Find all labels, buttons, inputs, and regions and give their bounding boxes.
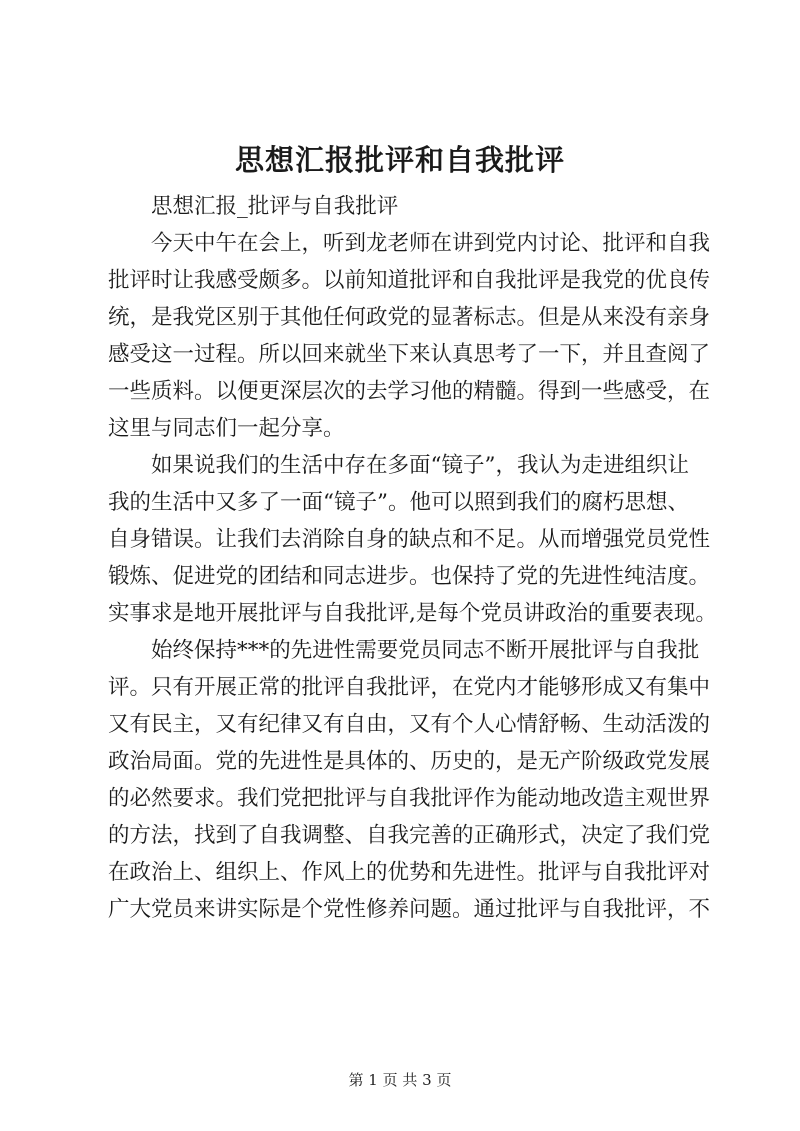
paragraph-1: [108, 225, 711, 447]
paragraph-line: 感受这一过程。所以回来就坐下来认真思考了一下，并且查阅了: [108, 342, 711, 367]
paragraph-line: 评。只有开展正常的批评自我批评，在党内才能够形成又有集中: [108, 675, 711, 700]
document-body: [108, 188, 717, 928]
paragraph-2: [108, 447, 717, 632]
paragraph-line: 统，是我党区别于其他任何政党的显著标志。但是从来没有亲身: [108, 305, 711, 330]
paragraph-line: 一些质料。以便更深层次的去学习他的精髓。得到一些感受，在: [108, 379, 711, 404]
document-title: 思想汇报批评和自我批评: [234, 143, 565, 177]
paragraph-line: 锻炼、促进党的团结和同志进步。也保持了党的先进性纯洁度。: [108, 564, 711, 589]
paragraph-line: 广大党员来讲实际是个党性修养问题。通过批评与自我批评，不: [108, 897, 711, 922]
paragraph-line: 今天中午在会上，听到龙老师在讲到党内讨论、批评和自我: [151, 231, 711, 256]
paragraph-line: 又有民主，又有纪律又有自由，又有个人心情舒畅、生动活泼的: [108, 712, 711, 737]
paragraph-line: 如果说我们的生活中存在多面“镜子”，我认为走进组织让: [151, 453, 689, 478]
paragraph-line: 这里与同志们一起分享。: [108, 416, 345, 441]
document-subtitle: 思想汇报_批评与自我批评: [151, 194, 399, 219]
paragraph-line: 我的生活中又多了一面“镜子”。他可以照到我们的腐朽思想、: [108, 490, 689, 515]
paragraph-line: 自身错误。让我们去消除自身的缺点和不足。从而增强党员党性: [108, 527, 711, 552]
paragraph-line: 在政治上、组织上、作风上的优势和先进性。批评与自我批评对: [108, 860, 711, 885]
paragraph-line: 批评时让我感受颇多。以前知道批评和自我批评是我党的优良传: [108, 268, 711, 293]
paragraph-line: 的必然要求。我们党把批评与自我批评作为能动地改造主观世界: [108, 786, 711, 811]
paragraph-line: 始终保持***的先进性需要党员同志不断开展批评与自我批: [151, 638, 700, 663]
paragraph-line: 的方法，找到了自我调整、自我完善的正确形式，决定了我们党: [108, 823, 711, 848]
page-footer: 第 1 页 共 3 页: [348, 1071, 452, 1089]
paragraph-3: [108, 632, 711, 928]
paragraph-line: 政治局面。党的先进性是具体的、历史的，是无产阶级政党发展: [108, 749, 711, 774]
paragraph-line: 实事求是地开展批评与自我批评,是每个党员讲政治的重要表现。: [108, 601, 717, 626]
